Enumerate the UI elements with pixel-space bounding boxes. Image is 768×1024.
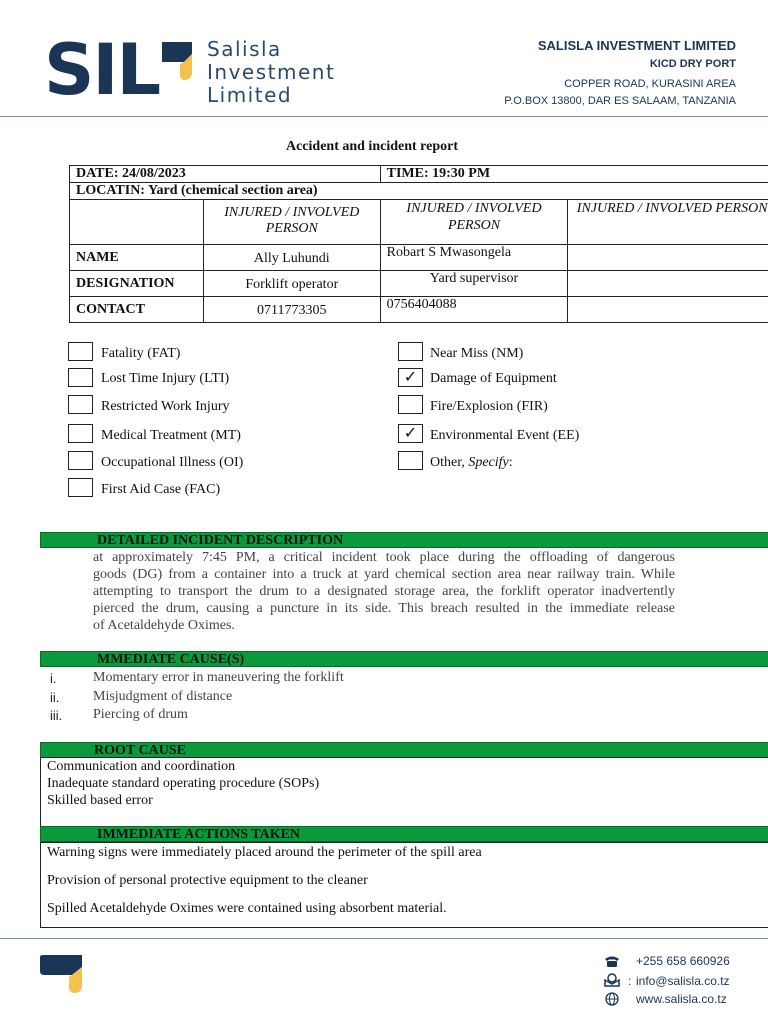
other-specify-text: Specify	[468, 455, 509, 470]
contact-person-3	[568, 297, 768, 323]
table-row	[70, 271, 768, 297]
logo-mark-icon	[162, 40, 194, 82]
description-line: pierced the drum, causing a puncture in its side. This breach resulted in the immediate release	[93, 601, 675, 616]
checkbox-label-occupational-illness: Occupational Illness (OI)	[101, 455, 244, 470]
checkbox-label-near-miss: Near Miss (NM)	[430, 346, 524, 361]
section-heading-actions: IMMEDIATE ACTIONS TAKEN	[97, 827, 301, 842]
contact-person-2: 0756404088	[380, 297, 568, 323]
checkbox-restricted-work-injury[interactable]	[68, 395, 93, 414]
root-cause-box	[40, 757, 768, 827]
checkbox-lost-time-injury[interactable]	[68, 368, 93, 387]
list-number: iii.	[50, 708, 63, 723]
section-bar-immediate-causes	[40, 651, 768, 667]
time-cell: TIME: 19:30 PM	[380, 166, 768, 183]
checkbox-occupational-illness[interactable]	[68, 451, 93, 470]
description-line: attempting to transport the drum to a designated storage area, the forklift operator inadvertently	[93, 584, 675, 599]
description-line: of Acetaldehyde Oximes.	[93, 618, 235, 633]
section-bar-root-cause	[40, 742, 768, 758]
list-item: Spilled Acetaldehyde Oximes were contained using absorbent material.	[47, 901, 447, 916]
name-person-1: Ally Luhundi	[203, 245, 380, 271]
checkbox-near-miss[interactable]	[398, 342, 423, 361]
checkbox-damage-of-equipment[interactable]	[398, 368, 423, 387]
checkbox-other[interactable]	[398, 451, 423, 470]
checkbox-fire-explosion[interactable]	[398, 395, 423, 414]
row-label-contact: CONTACT	[70, 297, 204, 323]
person-header-2: INJURED / INVOLVED PERSON	[380, 200, 568, 245]
checkbox-label-first-aid-case: First Aid Case (FAC)	[101, 482, 221, 497]
table-row	[70, 297, 768, 323]
list-item: Communication and coordination	[47, 759, 236, 774]
company-logo	[44, 29, 194, 111]
description-line: at approximately 7:45 PM, a critical incident took place during the offloading of dangerous	[93, 550, 675, 565]
footer-phone: +255 658 660926	[636, 954, 730, 968]
actions-box	[40, 842, 768, 928]
description-line: goods (DG) from a container into a truck at yard chemical section area near railway train. While	[93, 567, 675, 582]
checkbox-first-aid-case[interactable]	[68, 478, 93, 497]
designation-person-1: Forklift operator	[203, 271, 380, 297]
row-label-designation: DESIGNATION	[70, 271, 204, 297]
list-item: Misjudgment of distance	[93, 689, 233, 704]
name-person-3	[568, 245, 768, 271]
section-heading-immediate-causes: MMEDIATE CAUSE(S)	[97, 652, 245, 667]
person-header-1: INJURED / INVOLVED PERSON	[203, 200, 380, 245]
checkbox-label-fatality: Fatality (FAT)	[101, 346, 181, 361]
name-person-2: Robart S Mwasongela	[380, 245, 568, 271]
check-mark-icon: ✓	[403, 369, 418, 386]
brand-name-line3: Limited	[207, 83, 293, 107]
company-name: SALISLA INVESTMENT LIMITED	[537, 38, 736, 53]
section-heading-root-cause: ROOT CAUSE	[94, 743, 186, 758]
company-address-line1: COPPER ROAD, KURASINI AREA	[564, 78, 736, 90]
checkbox-label-lost-time-injury: Lost Time Injury (LTI)	[101, 371, 230, 386]
list-item: Warning signs were immediately placed around the perimeter of the spill area	[47, 845, 482, 860]
list-item: Provision of personal protective equipment to the cleaner	[47, 873, 368, 888]
phone-icon	[604, 954, 620, 968]
footer-logo-mark-icon	[40, 953, 84, 995]
check-mark-icon: ✓	[403, 425, 418, 442]
logo-letters: SIL	[44, 29, 160, 111]
brand-name-line1: Salisla	[207, 37, 282, 61]
header-divider	[0, 116, 768, 117]
checkbox-label-other	[430, 454, 513, 472]
other-colon: :	[508, 455, 513, 470]
email-icon	[604, 973, 620, 987]
section-bar-description	[40, 532, 768, 548]
checkbox-label-environmental-event: Environmental Event (EE)	[430, 428, 580, 443]
list-item: Inadequate standard operating procedure (SOPs)	[47, 776, 320, 791]
list-number: ii.	[50, 690, 60, 705]
section-heading-description: DETAILED INCIDENT DESCRIPTION	[97, 533, 344, 548]
brand-name-line2: Investment	[207, 60, 336, 84]
person-header-3: INJURED / INVOLVED PERSON	[568, 200, 768, 245]
location-cell: LOCATIN: Yard (chemical section area)	[70, 183, 768, 200]
table-row	[70, 245, 768, 271]
checkbox-label-medical-treatment: Medical Treatment (MT)	[101, 428, 241, 443]
checkbox-medical-treatment[interactable]	[68, 424, 93, 443]
footer-divider	[0, 938, 768, 939]
list-item: Skilled based error	[47, 793, 153, 808]
report-title: Accident and incident report	[285, 139, 458, 154]
company-address-line2: P.O.BOX 13800, DAR ES SALAAM, TANZANIA	[504, 95, 736, 107]
contact-person-1: 0711773305	[203, 297, 380, 323]
company-port: KICD DRY PORT	[649, 58, 736, 70]
date-cell: DATE: 24/08/2023	[70, 166, 381, 183]
footer-email-prefix: :	[628, 974, 632, 988]
incident-info-table	[69, 165, 768, 323]
checkbox-environmental-event[interactable]	[398, 424, 423, 443]
list-number: i.	[50, 671, 57, 686]
other-label-text: Other,	[430, 455, 469, 470]
designation-person-3	[568, 271, 768, 297]
header-blank-cell	[70, 200, 204, 245]
row-label-name: NAME	[70, 245, 204, 271]
checkbox-label-restricted-work-injury: Restricted Work Injury	[101, 399, 230, 414]
designation-person-2: Yard supervisor	[380, 271, 568, 297]
checkbox-label-fire-explosion: Fire/Explosion (FIR)	[430, 399, 548, 414]
list-item: Piercing of drum	[93, 707, 188, 722]
footer-website[interactable]: www.salisla.co.tz	[636, 992, 727, 1006]
section-bar-actions	[40, 826, 768, 842]
checkbox-label-damage-of-equipment: Damage of Equipment	[430, 371, 557, 386]
globe-icon	[604, 992, 620, 1006]
checkbox-fatality[interactable]	[68, 342, 93, 361]
footer-email[interactable]: info@salisla.co.tz	[636, 974, 730, 988]
list-item: Momentary error in maneuvering the forklift	[93, 670, 344, 685]
